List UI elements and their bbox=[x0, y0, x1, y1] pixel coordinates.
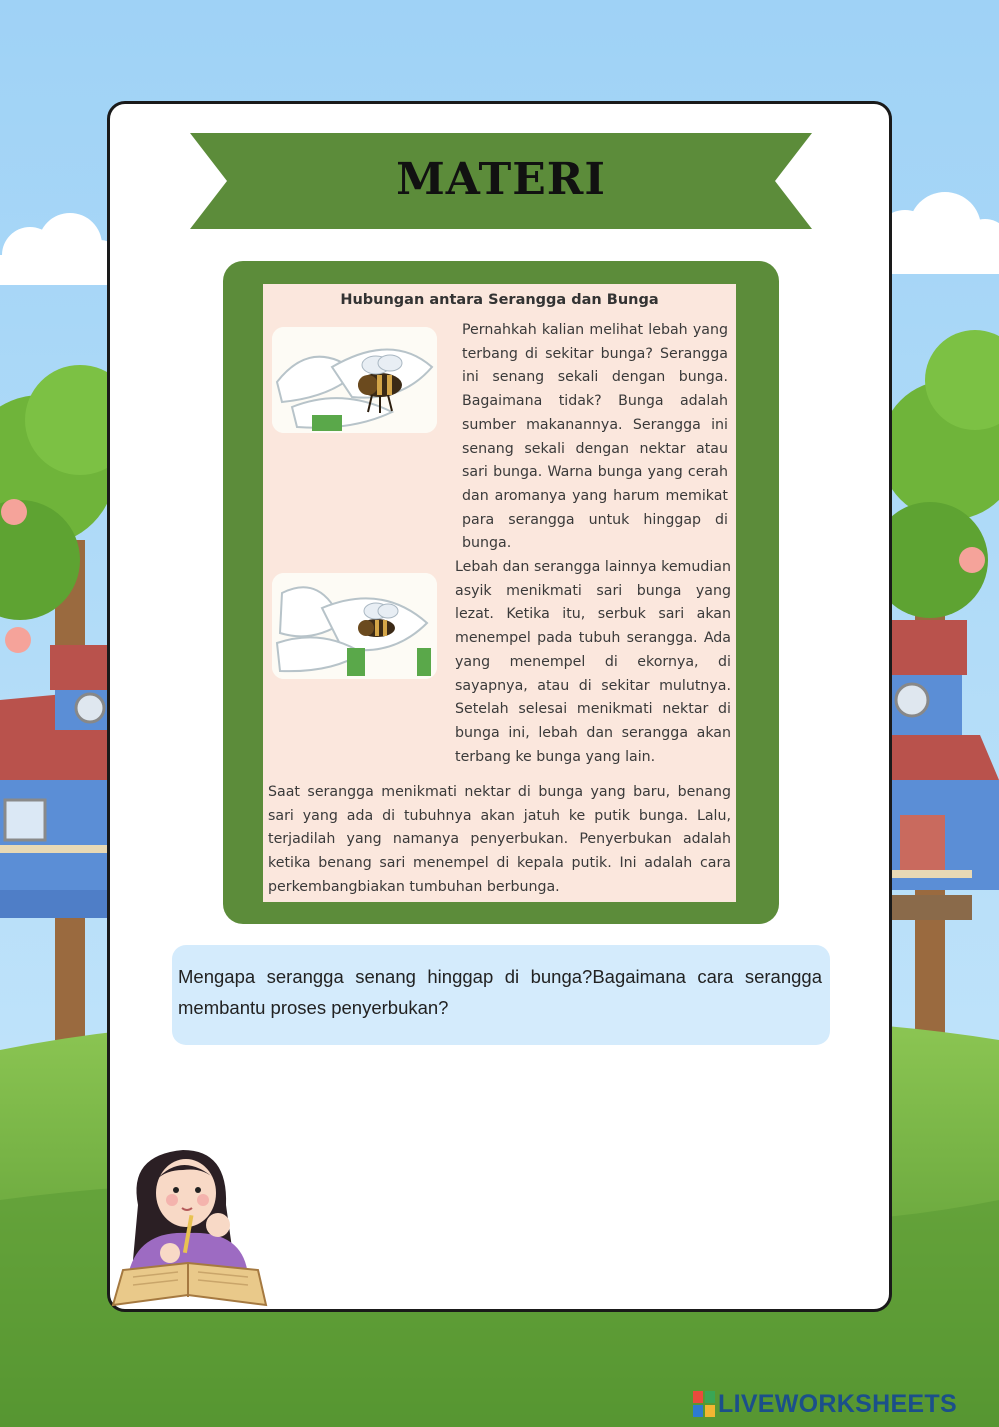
brand-footer bbox=[693, 1388, 993, 1420]
paragraph-2: Lebah dan serangga lainnya kemudian asyik menikmati sari bunga yang lezat. Ketika itu, serbuk sari akan menempel pada tubuh serangga. Ada yang menempel di ekornya, di sayapnya, atau di sekitar mulutnya. Setelah selesai menikmati nektar di bunga ini, lebah dan serangga akan terbang ke bunga yang lain. bbox=[455, 559, 731, 765]
bee-on-flower-icon bbox=[272, 327, 437, 433]
question-box bbox=[172, 945, 830, 1045]
brand-name: LIVEWORKSHEETS bbox=[718, 1389, 957, 1418]
girl-reading-icon bbox=[108, 1145, 270, 1313]
question-text: Mengapa serangga senang hinggap di bunga?Bagaimana cara serangga membantu proses penyerbukan? bbox=[178, 966, 822, 1018]
bee-on-flower-icon bbox=[272, 573, 437, 679]
reading-page bbox=[263, 284, 736, 902]
paragraph-3: Saat serangga menikmati nektar di bunga yang baru, benang sari yang ada di tubuhnya akan jatuh ke putik bunga. Lalu, terjadilah yang namanya penyerbukan. Penyerbukan adalah ketika benang sari menempel di kepala putik. Ini adalah cara perkembangbiakan tumbuhan berbunga. bbox=[268, 784, 731, 895]
liveworksheets-logo-icon bbox=[693, 1391, 715, 1417]
page-title: MATERI bbox=[396, 154, 606, 205]
paragraph-1: Pernahkah kalian melihat lebah yang terbang di sekitar bunga? Serangga ini senang sekali dengan bunga. Bagaimana tidak? Bunga adalah sumber makanannya. Serangga ini senang sekali dengan nektar atau sari bunga. Warna bunga yang cerah dan aromanya yang harum memikat para serangga untuk hinggap di bunga. bbox=[462, 322, 728, 552]
reading-title: Hubungan antara Serangga dan Bunga bbox=[340, 292, 659, 308]
